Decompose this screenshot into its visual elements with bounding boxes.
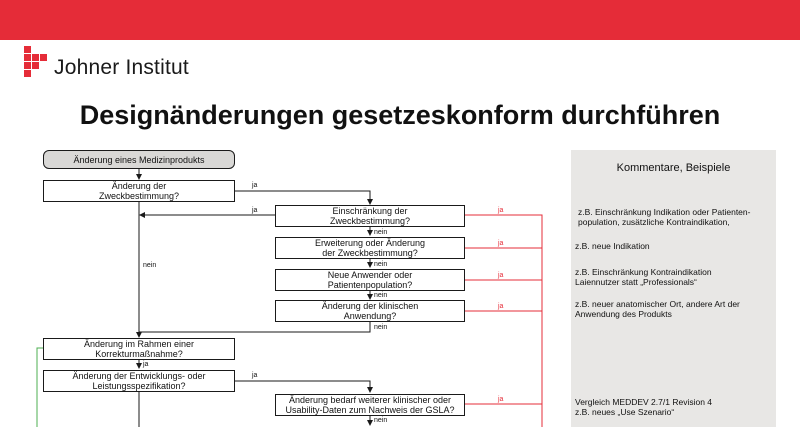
comment-einschraenkung: z.B. Einschränkung Indikation oder Patienten- population, zusätzliche Kontraindikation, bbox=[578, 207, 751, 227]
comment-erweiterung: z.B. neue Indikation bbox=[575, 241, 650, 251]
label-ja-red: ja bbox=[498, 240, 504, 247]
comments-title: Kommentare, Beispiele bbox=[616, 162, 731, 174]
label-ja-red: ja bbox=[498, 303, 504, 310]
page-title: Designänderungen gesetzeskonform durchführen bbox=[79, 100, 721, 130]
logo-text: Johner Institut bbox=[54, 56, 189, 79]
question-usability-daten: Änderung bedarf weiterer klinischer oder Usability-Daten zum Nachweis der GSLA? bbox=[275, 394, 465, 416]
question-klinische-anwendung: Änderung der klinischen Anwendung? bbox=[275, 300, 465, 322]
question-zweckbestimmung: Änderung der Zweckbestimmung? bbox=[43, 180, 235, 202]
label-ja-red: ja bbox=[498, 207, 504, 214]
question-spezifikation: Änderung der Entwicklungs- oder Leistungsspezifikation? bbox=[43, 370, 235, 392]
label-nein: nein bbox=[374, 292, 388, 299]
question-anwender: Neue Anwender oder Patientenpopulation? bbox=[275, 269, 465, 291]
label-nein: nein bbox=[374, 417, 388, 424]
comment-anwender: z.B. Einschränkung Kontraindikation Laiennutzer statt „Professionals“ bbox=[575, 267, 712, 287]
label-ja: ja bbox=[143, 361, 149, 368]
question-korrekturmassnahme: Änderung im Rahmen einer Korrekturmaßnahme? bbox=[43, 338, 235, 360]
question-erweiterung: Erweiterung oder Änderung der Zweckbestimmung? bbox=[275, 237, 465, 259]
label-ja: ja bbox=[252, 182, 258, 189]
label-ja-red: ja bbox=[498, 396, 504, 403]
label-ja-red: ja bbox=[498, 272, 504, 279]
comment-anwendung: z.B. neuer anatomischer Ort, andere Art der Anwendung des Produkts bbox=[575, 299, 740, 319]
label-nein: nein bbox=[143, 262, 157, 269]
label-ja: ja bbox=[252, 207, 258, 214]
label-nein: nein bbox=[374, 229, 388, 236]
comment-usability: Vergleich MEDDEV 2.7/1 Revision 4 z.B. neues „Use Szenario“ bbox=[575, 397, 713, 417]
label-nein: nein bbox=[374, 324, 388, 331]
question-einschraenkung: Einschränkung der Zweckbestimmung? bbox=[275, 205, 465, 227]
start-node: Änderung eines Medizinprodukts bbox=[43, 150, 235, 169]
label-nein: nein bbox=[374, 261, 388, 268]
label-ja: ja bbox=[252, 372, 258, 379]
